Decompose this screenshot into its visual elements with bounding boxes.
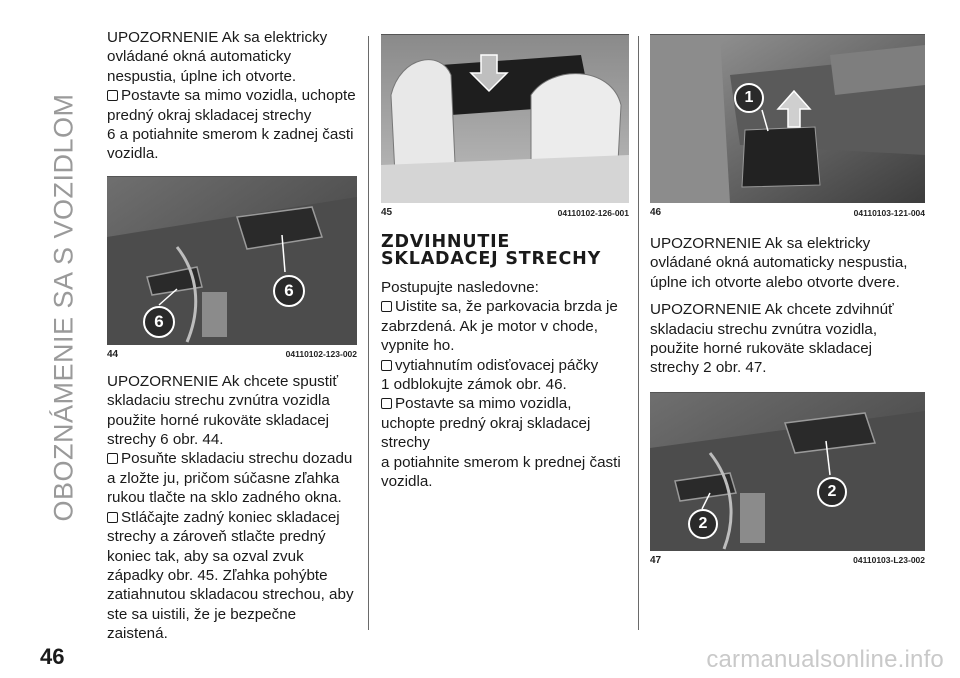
bullet-checkbox-icon (107, 453, 118, 464)
bullet-checkbox-icon (381, 360, 392, 371)
col2-bullet1: Uistite sa, že parkovacia brzda je zabrzdená. Ak je motor v chode, vypnite ho. (381, 298, 618, 355)
figure-number: 46 (650, 207, 662, 218)
figure-number: 45 (381, 207, 393, 218)
callout-label: 1 (744, 89, 754, 106)
col1-bullet1: Postavte sa mimo vozidla, uchopte predný okraj skladacej strechy (107, 87, 356, 124)
col2-para2b: 1 odblokujte zámok obr. 46. (381, 376, 567, 394)
figure-46 (650, 34, 925, 218)
callout-badge (734, 83, 764, 113)
figure-number: 47 (650, 554, 662, 566)
figure-47-caption (650, 555, 925, 566)
bullet-checkbox-icon (381, 301, 392, 312)
figure-code: 04110103-L23-002 (853, 555, 925, 566)
callout-label: 6 (284, 280, 294, 300)
callout-label: 2 (698, 514, 708, 532)
bullet-checkbox-icon (381, 398, 392, 409)
figure-45 (381, 34, 629, 218)
col3-para2: UPOZORNENIE Ak chcete zdvihnúť skladaciu strechu zvnútra vozidla, použite horné rukoväte skladacej strechy 2 obr. 47. (650, 301, 894, 377)
callout-badge (273, 275, 305, 307)
callout-label: 6 (154, 311, 164, 331)
column-3 (650, 34, 925, 566)
callout-badge (688, 509, 718, 539)
col2-bullet3: Postavte sa mimo vozidla, uchopte predný okraj skladacej strechy (381, 395, 591, 452)
section-heading: ZDVIHNUTIE SKLADACEJ STRECHY (381, 232, 602, 269)
figure-46-image (650, 35, 925, 203)
col1-bullet2: Posuňte skladaciu strechu dozadu a zložte ju, pričom súčasne zľahka rukou tlačte na sklo zadného okna. (107, 450, 353, 507)
page-number: 46 (40, 644, 65, 669)
col2-para3b: a potiahnite smerom k prednej časti vozidla. (381, 453, 621, 491)
col3-para1: UPOZORNENIE Ak sa elektricky ovládané okná automaticky nespustia, úplne ich otvorte alebo otvorte dvere. (650, 235, 908, 291)
section-side-title-text: OBOZNÁMENIE SA S VOZIDLOM (48, 92, 79, 522)
column-divider-1 (368, 36, 369, 630)
section-side-title (42, 42, 86, 572)
col2-intro: Postupujte nasledovne: (381, 279, 539, 296)
figure-code: 04110103-121-004 (853, 207, 925, 218)
figure-47 (650, 392, 925, 566)
col1-para2: UPOZORNENIE Ak chcete spustiť skladaciu strechu zvnútra vozidla použite horné rukoväte skladacej strechy 6 obr. 44. (107, 372, 339, 449)
figure-44-caption (107, 349, 357, 360)
figure-46-caption (650, 207, 925, 218)
col1-para1b: 6 a potiahnite smerom k zadnej časti vozidla. (107, 126, 354, 163)
watermark: carmanualsonline.info (706, 646, 944, 673)
figure-44 (107, 176, 357, 360)
column-divider-2 (638, 36, 639, 630)
figure-number: 44 (107, 348, 119, 360)
figure-code: 04110102-126-001 (557, 207, 629, 218)
col1-para1: UPOZORNENIE Ak sa elektricky ovládané okná automaticky nespustia, úplne ich otvorte. (107, 29, 328, 85)
figure-code: 04110102-123-002 (285, 349, 357, 360)
figure-45-image (381, 35, 629, 203)
figure-45-caption (381, 207, 629, 218)
col1-bullet3: Stláčajte zadný koniec skladacej strechy a zároveň stlačte predný koniec tak, aby sa ozval zvuk západky obr. 45. Zľahka pohýbte zatiahnutou skladacou strechou, aby ste sa uistili, že je bezpečne zaistená. (107, 508, 354, 643)
col2-bullet2: vytiahnutím odisťovacej páčky (381, 356, 629, 375)
callout-badge (143, 306, 175, 338)
column-2 (381, 34, 629, 491)
bullet-checkbox-icon (107, 512, 118, 523)
bullet-checkbox-icon (107, 90, 118, 101)
callout-label: 2 (827, 482, 837, 500)
callout-badge (817, 477, 847, 507)
column-1 (107, 28, 359, 644)
